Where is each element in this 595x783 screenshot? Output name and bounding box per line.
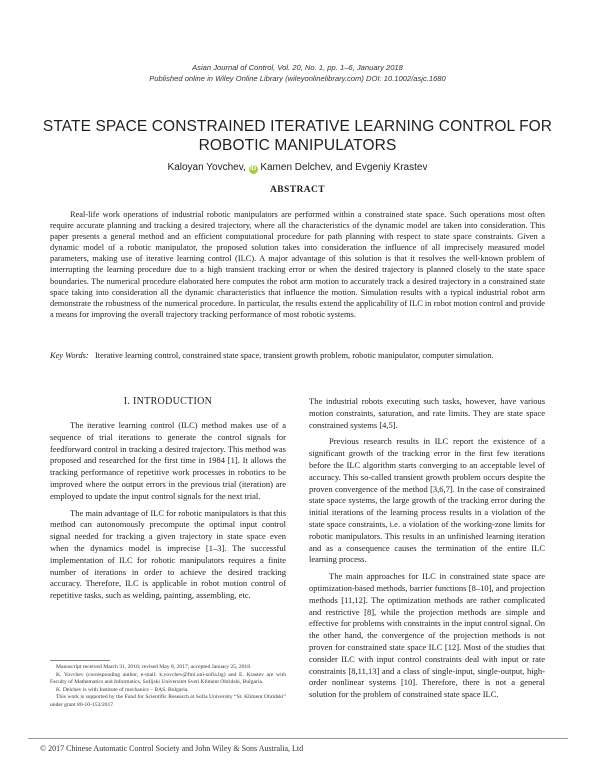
keywords-label: Key Words: bbox=[50, 351, 89, 360]
footnote: K. Delchev is with Institute of mechanics – BAS, Bulgaria. bbox=[56, 686, 189, 693]
journal-header bbox=[0, 62, 595, 84]
footnote-divider bbox=[50, 660, 110, 661]
body-paragraph: The iterative learning control (ILC) method makes use of a sequence of trial iterations to generate the control signals for feedforward control in tracking a desired trajectory. This method was proposed and researched for the first time in 1984 [1]. It allows the tracking performance of repetitive work processes in robotics to be improved where the output errors in the previous trial (iteration) are employed to update the input control signals for the next trial. bbox=[50, 420, 286, 501]
journal-citation: Asian Journal of Control, Vol. 20, No. 1, pp. 1–6, January 2018 bbox=[192, 63, 403, 72]
keywords-text: Iterative learning control, constrained state space, transient growth problem, robotic manipulator, computer simulation. bbox=[94, 351, 494, 360]
copyright-notice: © 2017 Chinese Automatic Control Society and John Wiley & Sons Australia, Ltd bbox=[40, 744, 304, 753]
keywords bbox=[50, 350, 545, 361]
body-paragraph: The main approaches for ILC in constrained state space are optimization-based methods, barrier functions [8–10], and projection methods [11,12]. The optimization methods are rather complicated and restrictive [8], while the projection methods are simple and effective for problems with constraints in the input control signal. On the other hand, the convergence of the projection methods is not proven for constrained state space ILC [12]. Most of the studies that consider ILC with input control constraints deal with input or rate constraints [8,11,13] and a class of single-input, single-output, high-order nonlinear systems [10]. Therefore, there is not a general solution for the problem of constrained state space ILC. bbox=[309, 571, 545, 700]
footnotes bbox=[50, 664, 286, 710]
author-first: Kaloyan Yovchev, bbox=[167, 162, 246, 173]
abstract-heading: ABSTRACT bbox=[270, 185, 325, 195]
body-paragraph: The industrial robots executing such tasks, however, have various motion constraints, saturation, and rate limits. They are state space constrained systems [4,5]. bbox=[309, 396, 545, 430]
left-column bbox=[50, 396, 286, 602]
body-paragraph: The main advantage of ILC for robotic manipulators is that this method can autonomously precompute the optimal input control signal needed for tracking a given trajectory in state space even when the dynamics model is imprecise [1–3]. The successful implementation of ILC for robotic manipulators requires a finite number of iterations in order to achieve the desired tracking accuracy. Therefore, ILC is applicable in robot motion control of repetitive tasks, such as welding, painting, assembling, etc. bbox=[50, 507, 286, 601]
body-paragraph: Previous research results in ILC report the existence of a significant growth of the tracking error in the first few iterations before the ILC algorithm starts converging to an acceptable level of accuracy. This so-called transient growth problem occurs despite the proven convergence of the method [3,6,7]. In the case of constrained state space systems, the large growth of the tracking error during the initial iterations of the learning process results in a violation of the state space constraints, i.e. a violation of the working-zone limits for robotic manipulators. This results in an unfinished learning iteration and as a consequence causes the termination of the entire ILC learning process. bbox=[309, 436, 545, 565]
footnote: K. Yovchev (corresponding author, e-mail: k.yovchev@fmi.uni-sofia.bg) and E. Krastev are with Faculty of Mathematics and Informatics, Sofijski Universitet Sveti Kliment Ohridski, Bulgaria. bbox=[50, 671, 286, 686]
orcid-icon[interactable]: iD bbox=[250, 166, 257, 172]
author-line bbox=[0, 162, 595, 174]
paper-title: STATE SPACE CONSTRAINED ITERATIVE LEARNING CONTROL FOR ROBOTIC MANIPULATORS bbox=[42, 118, 553, 154]
right-column bbox=[309, 396, 545, 701]
footnote: Manuscript received March 31, 2016; revised May 8, 2017; accepted January 25, 2018. bbox=[56, 664, 252, 670]
introduction-heading: I. INTRODUCTION bbox=[123, 396, 213, 407]
abstract-text: Real-life work operations of industrial robotic manipulators are performed within a constrained state space. Such operations most often require accurate planning and tracking a desired trajectory, where all the characteristics of the dynamic model are taken into consideration. This paper presents a general method and an efficient computational procedure for path planning with respect to state space constraints. Given a dynamic model of a robotic manipulator, the proposed solution takes into consideration the influence of all imprecisely measured model parameters, making use of iterative learning control (ILC). A major advantage of this solution is that it resolves the well-known problem of interrupting the learning procedure due to a high transient tracking error or when the desired trajectory is planned closely to the state space boundaries. The numerical procedure elaborated here computes the robot arm motion to accurately track a desired trajectory in a constrained state space taking into consideration all the dynamic characteristics that influence the motion. Simulation results with a typical industrial robot arm demonstrate the robustness of the numerical procedure. In particular, the results extend the applicability of ILC in robot motion control and provide a means for improving the overall trajectory tracking performance of most robotic systems. bbox=[50, 210, 545, 319]
author-rest: Kamen Delchev, and Evgeniy Krastev bbox=[260, 162, 428, 173]
footer-divider bbox=[28, 738, 568, 739]
footnote: This work is supported by the Fund for Scientific Research at Sofia University “St. Kliment Ohridski” under grant 80-10-153/2017. bbox=[50, 694, 286, 708]
journal-doi: Published online in Wiley Online Library (wileyonlinelibrary.com) DOI: 10.1002/asjc.1680 bbox=[149, 74, 446, 83]
